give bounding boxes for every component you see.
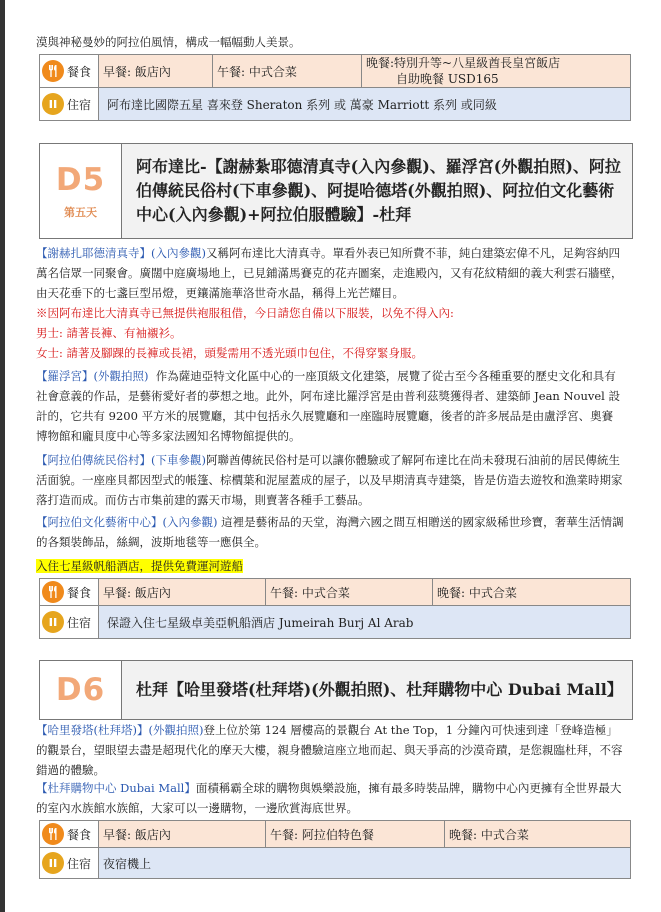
day5-p3-text: 阿聯酋傳統民俗村是可以讓你體驗或了解阿布達比在尚未發現石油前的居民傳統生活面貌。一座座貝都因型式的帳篷、棕櫚葉和泥屋蓋成的屋子，以及早期清真寺建築，皆是仿造去遊牧和漁業時期家落打造而成。而仿古市集前建的露天市場，則賣著各種手工藝品。 [36, 453, 623, 507]
day5-info-table [39, 578, 631, 639]
day6-hotel-row [40, 848, 631, 879]
day4-dinner [362, 55, 631, 88]
pause-icon [42, 611, 64, 633]
day4-dinner-line1: 晚餐:特別升等~八星級酋長皇宮飯店 [366, 56, 561, 70]
day5-title: 阿布達比-【謝赫紮耶德清真寺(入內參觀)、羅浮宮(外觀拍照)、阿拉伯傳統民俗村(下車參觀)、阿提哈德塔(外觀拍照)、阿拉伯文化藝術中心(入內參觀)+阿拉伯服體驗】-杜拜 [122, 144, 632, 238]
day5-code-box [40, 144, 122, 238]
day5-highlight [36, 556, 243, 576]
day4-hotel: 阿布達比國際五星 喜來登 Sheraton 系列 或 萬豪 Marriott 系列 或同級 [99, 88, 631, 121]
stay-label-cell [40, 848, 99, 879]
paragraph-tail: 漠與神秘曼妙的阿拉伯風情，構成一幅幅動人美景。 [36, 35, 301, 49]
day4-meal-row [40, 55, 631, 88]
day4-info-table [39, 54, 631, 121]
day5-p4 [36, 512, 624, 552]
meal-label: 餐食 [67, 827, 92, 842]
day4-lunch: 午餐: 中式合菜 [213, 55, 362, 88]
stay-label-cell [40, 88, 99, 121]
meal-label: 餐食 [67, 585, 92, 600]
stay-label: 住宿 [67, 97, 92, 112]
day5-notice: ※因阿布達比大清真寺已無提供袍服租借，今日請您自備以下服裝，以免不得入內: [36, 306, 454, 320]
day6-p2-text: 面積稱霸全球的購物與娛樂設施，擁有最多時裝品牌，購物中心內更擁有全世界最大的室內水族館水族館，大家可以一邊購物，一邊欣賞海底世界。 [36, 781, 622, 815]
day5-p2 [36, 366, 624, 446]
day5-dinner: 晚餐: 中式合菜 [433, 579, 631, 606]
day6-code-box [40, 661, 122, 719]
meal-label: 餐食 [67, 64, 92, 79]
day5-p4-text: 這裡是藝術品的天堂，海灣六國之間互相贈送的國家級稀世珍寶，奢華生活情調的各類裝飾品，絲綢，波斯地毯等一應俱全。 [36, 515, 624, 549]
day5-women: 女士: 請著及腳踝的長褲或長裙，頭髮需用不透光頭巾包住，不得穿緊身服。 [36, 346, 424, 360]
day6-title: 杜拜【哈里發塔(杜拜塔)(外觀拍照)、杜拜購物中心 Dubai Mall】 [122, 661, 632, 719]
day5-p1-tag: 【謝赫扎耶德清真寺】(入內參觀) [36, 246, 206, 260]
day5-p4-tag: 【阿拉伯文化藝術中心】(入內參觀) [36, 515, 218, 529]
day6-p2-tag: 【杜拜購物中心 Dubai Mall】 [36, 781, 196, 795]
day6-lunch: 午餐: 阿拉伯特色餐 [266, 821, 445, 848]
stay-label-cell [40, 606, 99, 639]
utensils-icon [42, 581, 64, 603]
utensils-icon [42, 60, 64, 82]
utensils-icon [42, 823, 64, 845]
day6-info-table [39, 820, 631, 879]
day5-p3 [36, 450, 624, 510]
stay-label: 住宿 [67, 615, 92, 630]
day5-header [39, 143, 633, 239]
day6-p1-text: 登上位於第 124 層樓高的景觀台 At the Top，1 分鐘內可快速到達「登峰造極」的觀景台，望眼望去盡是超現代化的摩天大樓，親身體驗這座立地而起、與天爭高的沙漠奇蹟，是您親臨杜拜，不容錯過的體驗。 [36, 723, 623, 777]
day6-meal-row [40, 821, 631, 848]
day6-header [39, 660, 633, 720]
day5-p1 [36, 243, 624, 303]
stay-label: 住宿 [67, 856, 92, 871]
day4-breakfast: 早餐: 飯店內 [99, 55, 213, 88]
page-left-edge [0, 0, 5, 912]
day5-breakfast: 早餐: 飯店內 [99, 579, 266, 606]
meal-label-cell [40, 821, 99, 848]
day4-dinner-line2: 自助晚餐 USD165 [396, 72, 499, 86]
day5-p1-text: 又稱阿布達比大清真寺。單看外表已知所費不菲，純白建築宏偉不凡，足夠容納四萬名信眾一同聚會。廣闊中庭廣場地上，已見鋪滿馬賽克的花卉圖案，走進殿內，又有花紋精細的義大利雲石牆壁，由天花垂下的七盞巨型吊燈，更鑲滿施華洛世奇水晶，稱得上光芒耀目。 [36, 246, 623, 300]
day6-p2 [36, 778, 624, 818]
day5-lunch: 午餐: 中式合菜 [266, 579, 433, 606]
day6-dinner: 晚餐: 中式合菜 [445, 821, 631, 848]
day6-p1 [36, 720, 624, 780]
pause-icon [42, 93, 64, 115]
meal-label-cell [40, 55, 99, 88]
day6-hotel: 夜宿機上 [99, 848, 631, 879]
day4-hotel-row [40, 88, 631, 121]
day6-p1-tag: 【哈里發塔(杜拜塔)】(外觀拍照) [36, 723, 204, 737]
day5-men: 男士: 請著長褲、有袖襯衫。 [36, 326, 182, 340]
day5-hotel-row [40, 606, 631, 639]
pause-icon [42, 852, 64, 874]
day6-breakfast: 早餐: 飯店內 [99, 821, 266, 848]
day6-code: D6 [55, 672, 106, 708]
day5-sub: 第五天 [64, 206, 97, 219]
day5-p2-text: 作為薩迪亞特文化區中心的一座頂級文化建築，展覽了從古至今各種重要的歷史文化和具有社會意義的作品，是藝術愛好者的夢想之地。此外，阿布達比羅浮宮是由普利茲獎獲得者、建築師 Jean Nouvel 設計的，它共有 9200 平方米的展覽廳，其中包括永久展覽廳和一座臨時展覽廳，後者的許多展品是由盧浮宮、奧賽博物館和龐貝度中心等多家法國知名博物館提供的。 [36, 369, 621, 443]
day5-p3-tag: 【阿拉伯傳統民俗村】(下車參觀) [36, 453, 206, 467]
meal-label-cell [40, 579, 99, 606]
day5-hotel: 保證入住七星級卓美亞帆船酒店 Jumeirah Burj Al Arab [99, 606, 631, 639]
day5-code: D5 [55, 162, 106, 198]
day5-meal-row [40, 579, 631, 606]
day5-highlight-text: 入住七星級帆船酒店，提供免費運河遊船 [36, 559, 243, 573]
day5-p2-tag: 【羅浮宮】(外觀拍照) [36, 369, 149, 383]
